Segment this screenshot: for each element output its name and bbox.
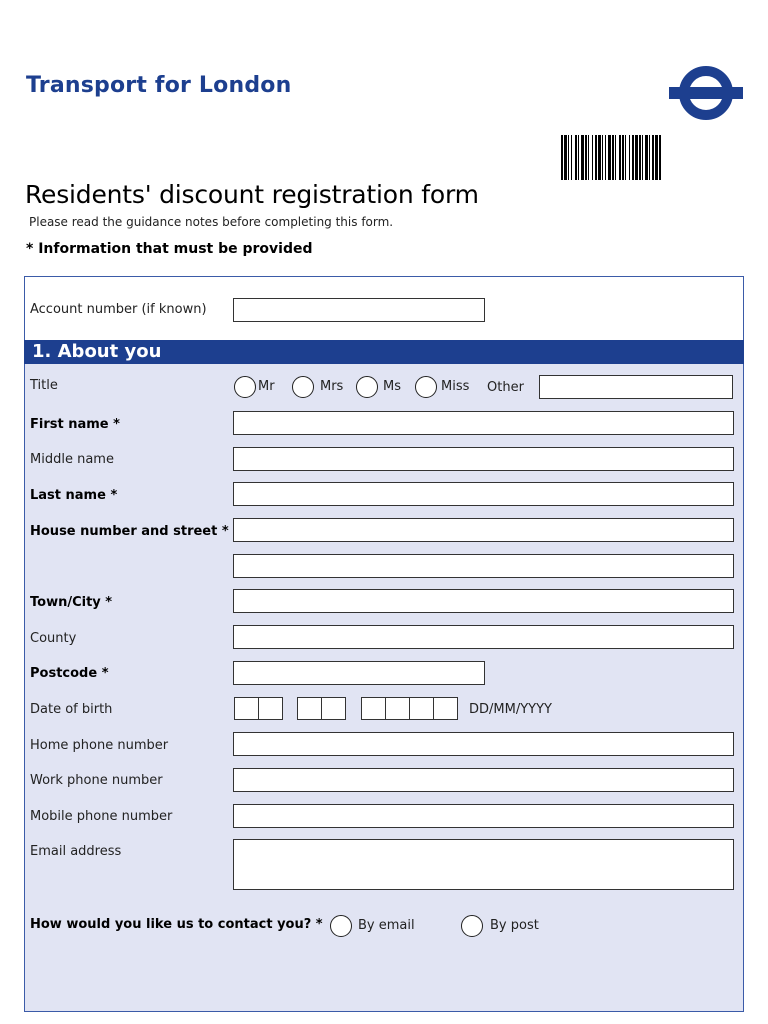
contact-post-label: By post: [490, 918, 539, 933]
tfl-roundel-icon: [668, 65, 744, 121]
town-city-input[interactable]: [233, 589, 734, 613]
title-ms-radio[interactable]: [356, 376, 378, 398]
account-number-label: Account number (if known): [30, 302, 207, 317]
title-miss-label: Miss: [441, 379, 470, 394]
dob-label: Date of birth: [30, 702, 113, 717]
house-street-label: House number and street *: [30, 524, 229, 539]
title-other-label: Other: [487, 380, 524, 395]
title-label: Title: [30, 378, 58, 393]
contact-email-label: By email: [358, 918, 415, 933]
title-mr-radio[interactable]: [234, 376, 256, 398]
mobile-phone-label: Mobile phone number: [30, 809, 173, 824]
title-mr-label: Mr: [258, 379, 275, 394]
mandatory-note: * Information that must be provided: [26, 241, 313, 257]
title-other-input[interactable]: [539, 375, 733, 399]
dob-year-boxes[interactable]: [361, 697, 457, 720]
town-city-label: Town/City *: [30, 595, 113, 610]
last-name-input[interactable]: [233, 482, 734, 506]
contact-email-radio[interactable]: [330, 915, 352, 937]
first-name-label: First name *: [30, 417, 120, 432]
barcode-icon: [561, 135, 744, 180]
page-title: Residents' discount registration form: [25, 180, 479, 209]
title-mrs-label: Mrs: [320, 379, 344, 394]
brand-name: Transport for London: [26, 73, 292, 98]
house-street-input[interactable]: [233, 518, 734, 542]
mobile-phone-input[interactable]: [233, 804, 734, 828]
work-phone-input[interactable]: [233, 768, 734, 792]
section-about-you-heading: 1. About you: [24, 340, 744, 364]
house-street-line2-input[interactable]: [233, 554, 734, 578]
postcode-label: Postcode *: [30, 666, 109, 681]
last-name-label: Last name *: [30, 488, 118, 503]
email-input[interactable]: [233, 839, 734, 890]
dob-day-boxes[interactable]: [234, 697, 282, 720]
dob-format-hint: DD/MM/YYYY: [469, 702, 552, 717]
county-label: County: [30, 631, 77, 646]
contact-post-radio[interactable]: [461, 915, 483, 937]
postcode-input[interactable]: [233, 661, 485, 685]
middle-name-input[interactable]: [233, 447, 734, 471]
home-phone-input[interactable]: [233, 732, 734, 756]
contact-preference-label: How would you like us to contact you? *: [30, 917, 323, 932]
middle-name-label: Middle name: [30, 452, 114, 467]
title-miss-radio[interactable]: [415, 376, 437, 398]
home-phone-label: Home phone number: [30, 738, 169, 753]
email-label: Email address: [30, 844, 122, 859]
dob-month-boxes[interactable]: [297, 697, 345, 720]
account-number-input[interactable]: [233, 298, 485, 322]
title-ms-label: Ms: [383, 379, 401, 394]
first-name-input[interactable]: [233, 411, 734, 435]
work-phone-label: Work phone number: [30, 773, 163, 788]
page-subtitle: Please read the guidance notes before completing this form.: [29, 215, 394, 229]
county-input[interactable]: [233, 625, 734, 649]
title-mrs-radio[interactable]: [292, 376, 314, 398]
